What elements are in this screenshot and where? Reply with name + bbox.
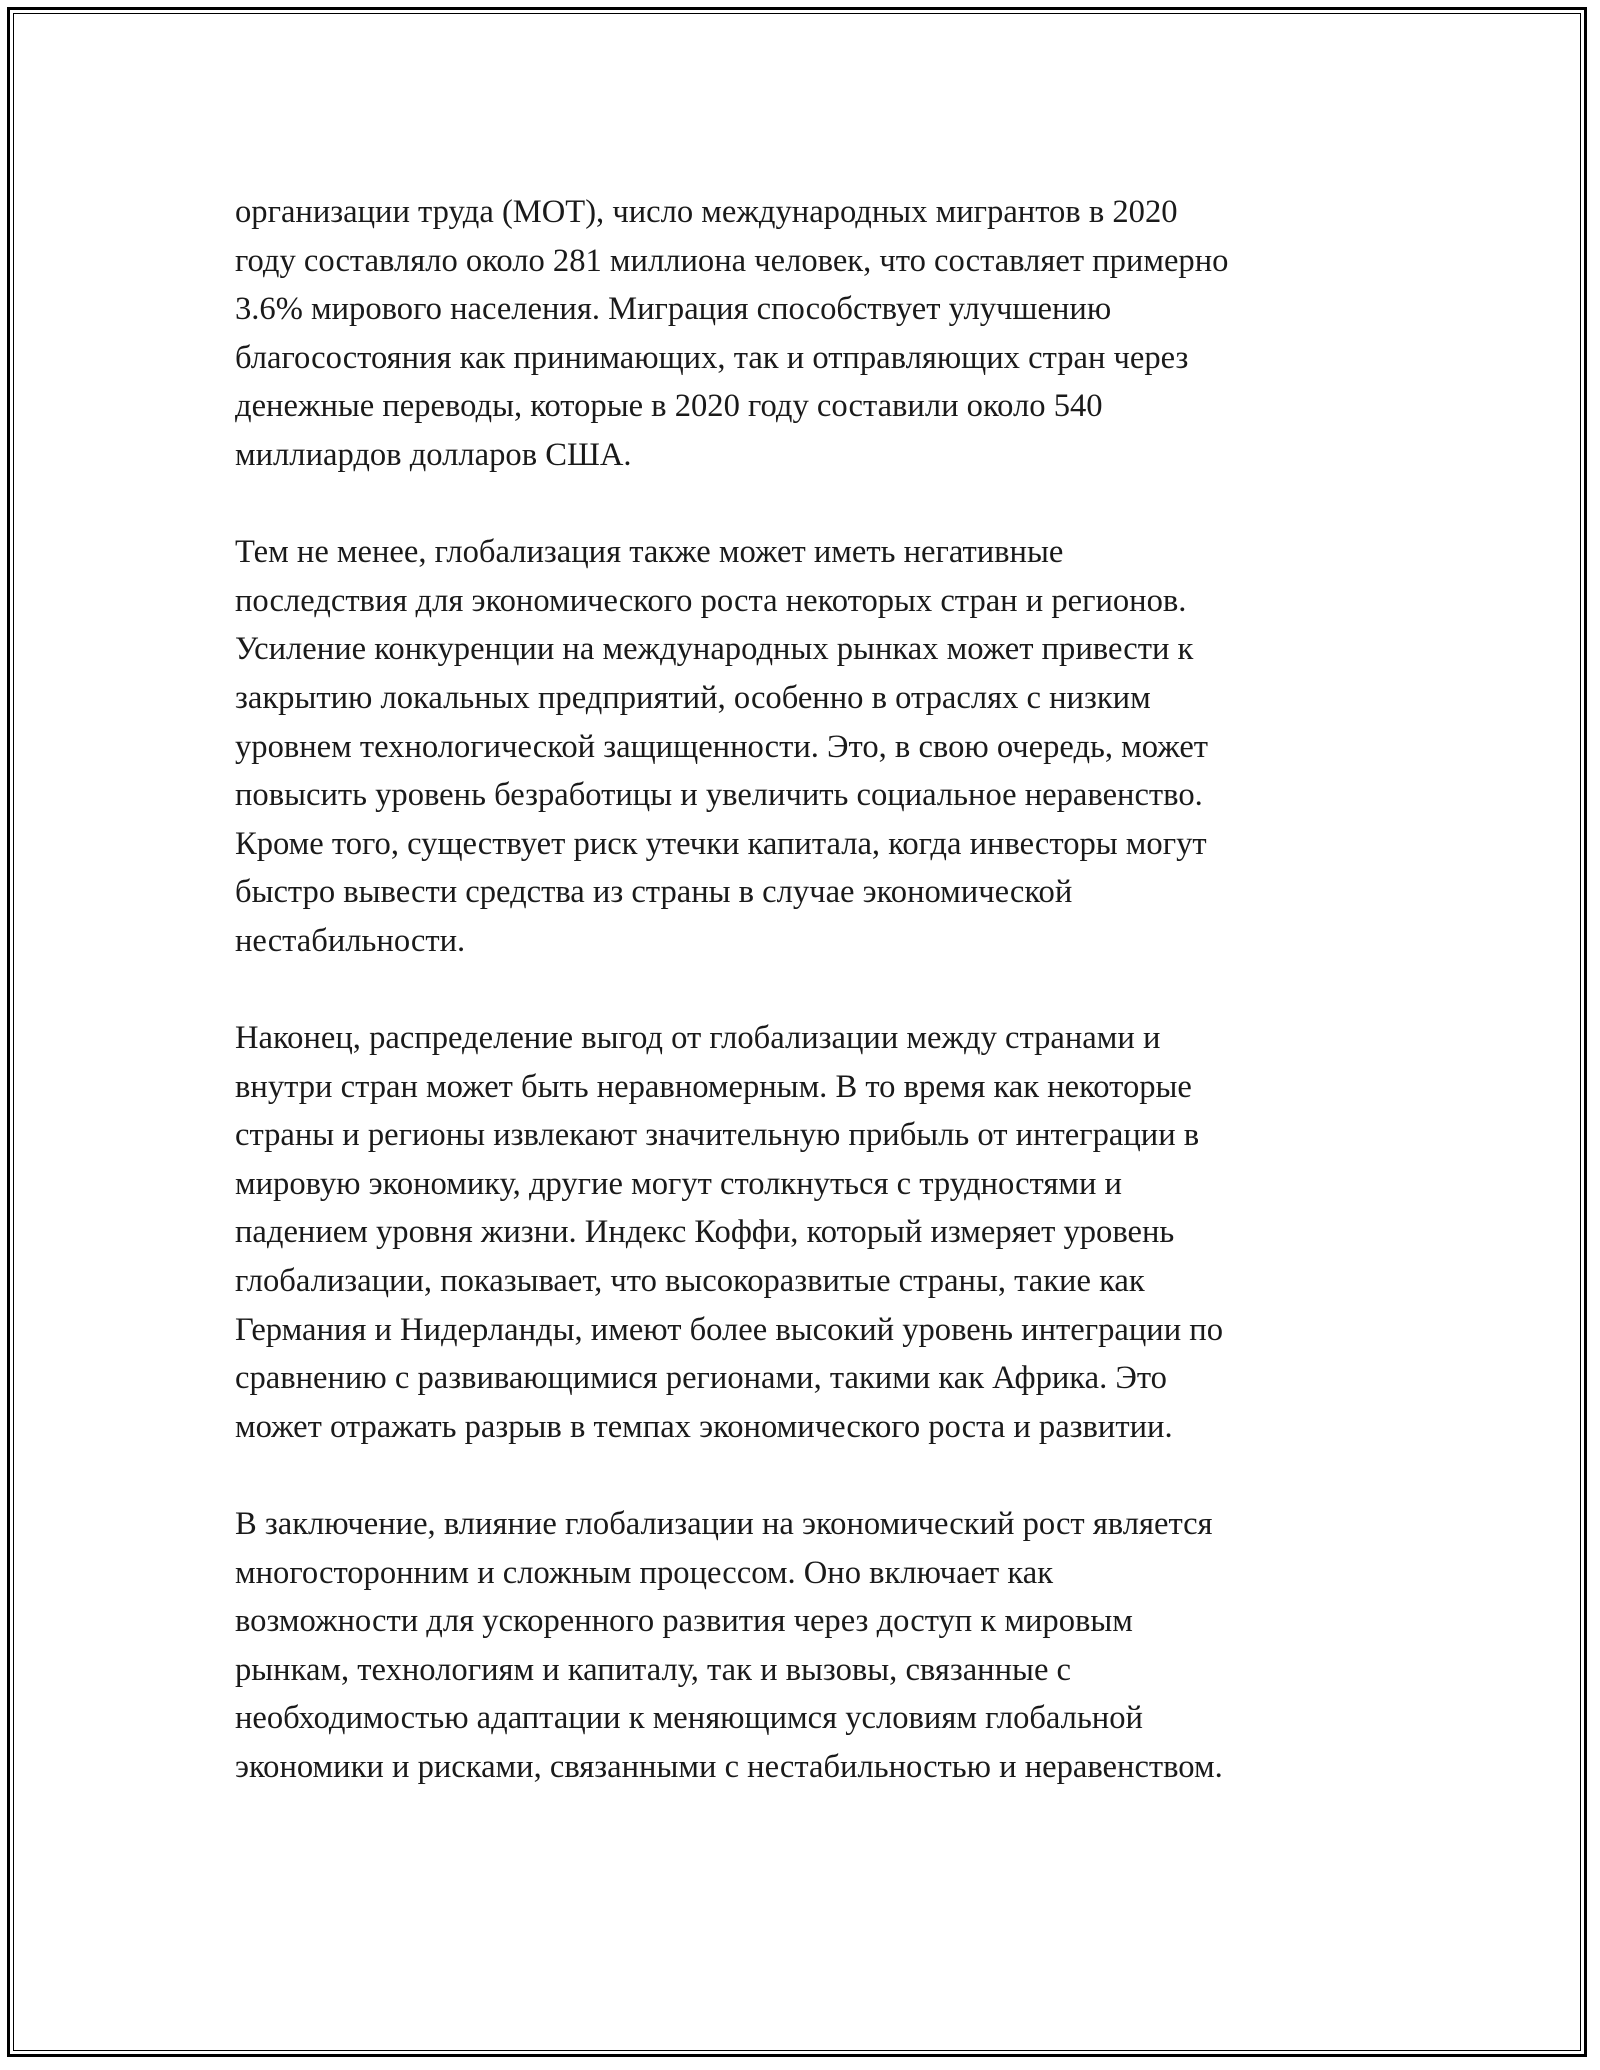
text-line: уровнем технологической защищенности. Это, в свою очередь, может — [235, 728, 1209, 765]
document-body — [235, 188, 1375, 1840]
text-line: благосостояния как принимающих, так и отправляющих стран через — [235, 339, 1189, 376]
text-line: Германия и Нидерланды, имеют более высокий уровень интеграции по — [235, 1311, 1224, 1348]
text-line: страны и регионы извлекают значительную прибыль от интеграции в — [235, 1117, 1200, 1154]
text-line: Усиление конкуренции на международных рынках может привести к — [235, 631, 1194, 668]
text-line: последствия для экономического роста некоторых стран и регионов. — [235, 582, 1187, 619]
text-line: Тем не менее, глобализация также может иметь негативные — [235, 534, 1064, 571]
paragraph-migration — [235, 188, 1375, 480]
text-line: повысить уровень безработицы и увеличить социальное неравенство. — [235, 777, 1203, 814]
text-line: 3.6% мирового населения. Миграция способствует улучшению — [235, 291, 1112, 328]
text-line: сравнению с развивающимися регионами, такими как Африка. Это — [235, 1360, 1167, 1397]
text-line: Наконец, распределение выгод от глобализации между странами и — [235, 1020, 1161, 1057]
text-line: В заключение, влияние глобализации на экономический рост является — [235, 1506, 1213, 1543]
text-line: рынкам, технологиям и капиталу, так и вызовы, связанные с — [235, 1651, 1072, 1688]
text-line: падением уровня жизни. Индекс Коффи, который измеряет уровень — [235, 1214, 1175, 1251]
text-line: нестабильности. — [235, 922, 466, 959]
text-line: может отражать разрыв в темпах экономического роста и развитии. — [235, 1408, 1173, 1445]
text-line: необходимостью адаптации к меняющимся условиям глобальной — [235, 1700, 1143, 1737]
text-line: году составляло около 281 миллиона человек, что составляет примерно — [235, 242, 1229, 279]
text-line: глобализации, показывает, что высокоразвитые страны, такие как — [235, 1263, 1145, 1300]
paragraph-conclusion — [235, 1500, 1375, 1792]
paragraph-distribution — [235, 1014, 1375, 1451]
text-line: быстро вывести средства из страны в случае экономической — [235, 874, 1073, 911]
text-line: возможности для ускоренного развития через доступ к мировым — [235, 1603, 1133, 1640]
text-line: денежные переводы, которые в 2020 году составили около 540 — [235, 388, 1103, 425]
text-line: многосторонним и сложным процессом. Оно включает как — [235, 1554, 1054, 1591]
text-line: миллиардов долларов США. — [235, 436, 632, 473]
text-line: закрытию локальных предприятий, особенно в отраслях с низким — [235, 679, 1151, 716]
text-line: экономики и рисками, связанными с нестабильностью и неравенством. — [235, 1749, 1223, 1785]
text-line: организации труда (МОТ), число международных мигрантов в 2020 — [235, 194, 1178, 230]
text-line: Кроме того, существует риск утечки капитала, когда инвесторы могут — [235, 825, 1207, 862]
text-line: мировую экономику, другие могут столкнуться с трудностями и — [235, 1165, 1122, 1202]
text-line: внутри стран может быть неравномерным. В то время как некоторые — [235, 1068, 1192, 1105]
paragraph-negative-effects — [235, 528, 1375, 965]
